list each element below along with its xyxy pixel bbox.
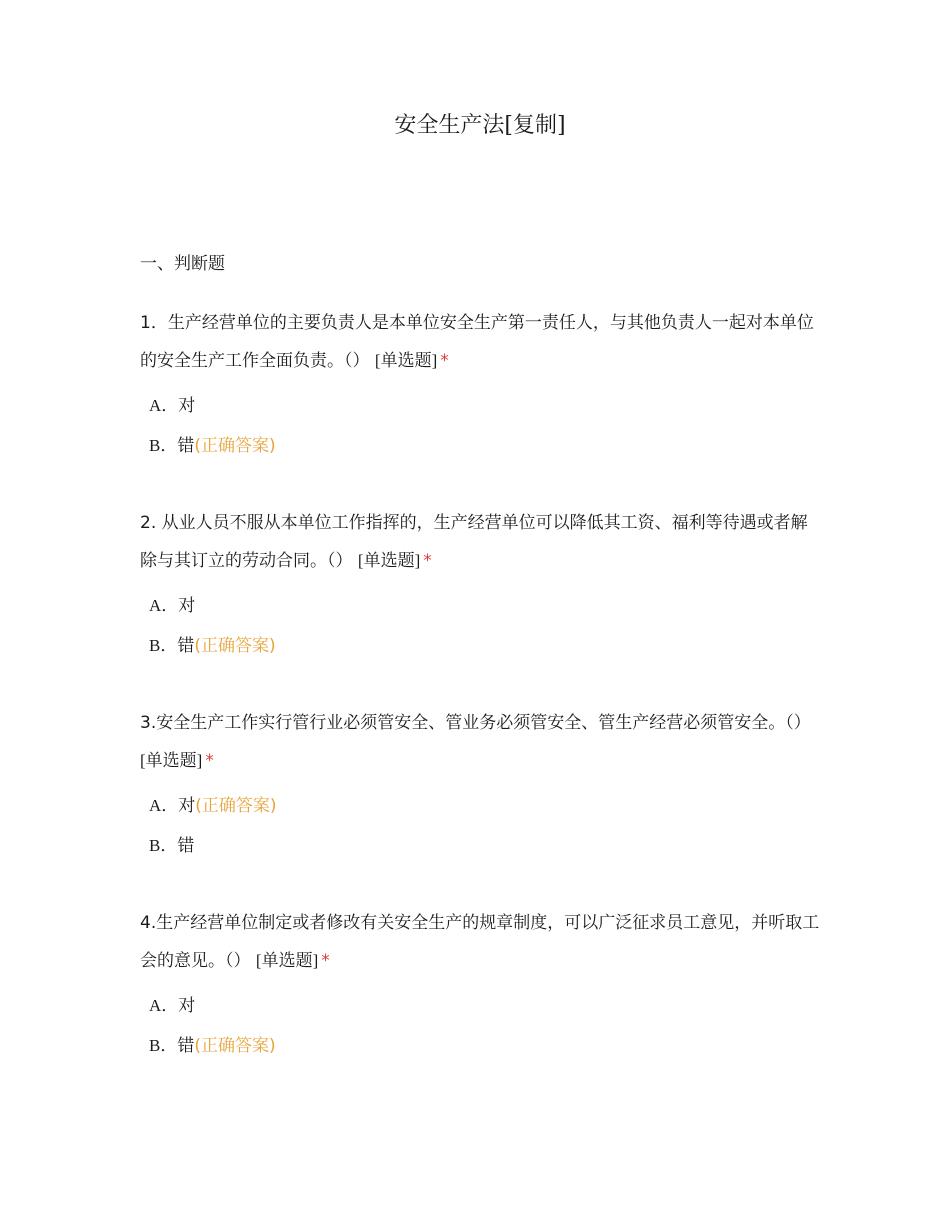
option-list: [140, 786, 820, 866]
option-b[interactable]: [140, 1026, 820, 1066]
question-1: [140, 304, 820, 466]
option-a[interactable]: [140, 786, 820, 826]
option-letter: A．: [149, 596, 179, 615]
option-list: [140, 386, 820, 466]
option-label: 对: [178, 996, 196, 1016]
question-text: [140, 904, 820, 980]
required-asterisk: *: [423, 551, 432, 571]
required-asterisk: *: [205, 751, 214, 771]
page-title: 安全生产法[复制]: [394, 113, 566, 138]
option-label: 对: [178, 596, 196, 616]
option-label: 对: [178, 396, 196, 416]
question-type-label: [单选题]: [140, 751, 203, 770]
option-letter: B．: [149, 836, 178, 855]
option-letter: A．: [149, 396, 179, 415]
question-stem: 1．生产经营单位的主要负责人是本单位安全生产第一责任人，与其他负责人一起对本单位的安全生产工作全面负责。（）: [140, 313, 814, 371]
question-type-label: [单选题]: [374, 351, 438, 370]
question-text: [140, 304, 820, 380]
section-heading: 一、判断题: [140, 254, 225, 274]
question-stem: 3.安全生产工作实行管行业必须管安全、管业务必须管安全、管生产经营必须管安全。（）: [140, 713, 811, 733]
correct-answer-mark: (正确答案): [194, 436, 276, 456]
required-asterisk: *: [440, 351, 449, 371]
question-text: [140, 504, 820, 580]
correct-answer-mark: (正确答案): [195, 796, 277, 816]
option-letter: A．: [149, 796, 179, 815]
option-label: 对: [178, 796, 196, 816]
question-3: [140, 704, 820, 866]
option-b[interactable]: [140, 426, 820, 466]
option-list: [140, 586, 820, 666]
option-label: 错: [177, 436, 195, 456]
option-letter: B．: [149, 436, 178, 455]
option-a[interactable]: [140, 386, 820, 426]
option-label: 错: [177, 1036, 195, 1056]
option-list: [140, 986, 820, 1066]
option-label: 错: [177, 636, 195, 656]
option-letter: B．: [149, 636, 178, 655]
option-b[interactable]: [140, 626, 820, 666]
question-type-label: [单选题]: [357, 551, 421, 570]
question-stem: 2. 从业人员不服从本单位工作指挥的，生产经营单位可以降低其工资、福利等待遇或者解除与其订立的劳动合同。（）: [140, 513, 808, 571]
option-label: 错: [177, 836, 195, 856]
question-4: [140, 904, 820, 1066]
question-2: [140, 504, 820, 666]
option-a[interactable]: [140, 986, 820, 1026]
required-asterisk: *: [321, 951, 330, 971]
question-type-label: [单选题]: [255, 951, 319, 970]
option-letter: B．: [149, 1036, 178, 1055]
option-b[interactable]: [140, 826, 820, 866]
option-letter: A．: [149, 996, 179, 1015]
option-a[interactable]: [140, 586, 820, 626]
correct-answer-mark: (正确答案): [194, 1036, 276, 1056]
correct-answer-mark: (正确答案): [194, 636, 276, 656]
question-stem: 4.生产经营单位制定或者修改有关安全生产的规章制度，可以广泛征求员工意见，并听取工会的意见。（）: [140, 913, 820, 971]
question-text: [140, 704, 820, 780]
